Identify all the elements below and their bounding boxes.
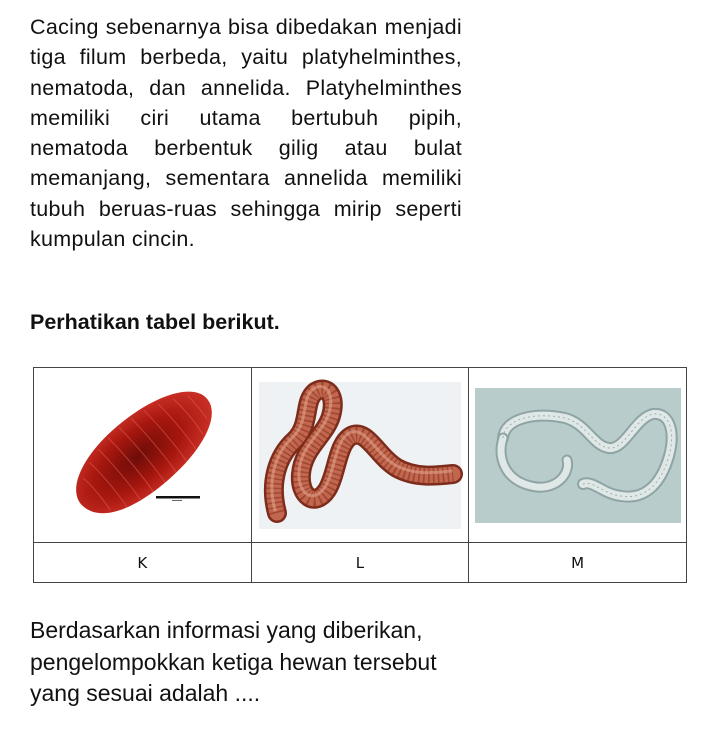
roundworm-icon <box>475 388 681 523</box>
label-l: L <box>251 543 469 583</box>
worm-table <box>33 367 687 583</box>
instruction-heading: Perhatikan tabel berikut. <box>30 310 280 334</box>
label-m: M <box>469 543 687 583</box>
image-row <box>34 368 687 543</box>
intro-paragraph: Cacing sebenarnya bisa dibedakan menjadi tiga filum berbeda, yaitu platyhelminthes, nematoda, dan annelida. Platyhelminthes memiliki ciri utama bertubuh pipih, nematoda berbentuk gilig atau bulat memanjang, sementara annelida memiliki tubuh beruas-ruas sehingga mirip seperti kumpulan cincin. <box>30 15 462 252</box>
question-text: Berdasarkan informasi yang diberikan, pengelompokkan ketiga hewan tersebut yang sesuai adalah .... <box>30 617 437 706</box>
earthworm-icon <box>255 378 465 533</box>
cell-image-m <box>469 368 687 543</box>
cell-image-l <box>251 368 469 543</box>
cell-image-k <box>34 368 252 543</box>
label-k: K <box>34 543 252 583</box>
label-row <box>34 543 687 583</box>
flatworm-icon <box>42 375 242 535</box>
